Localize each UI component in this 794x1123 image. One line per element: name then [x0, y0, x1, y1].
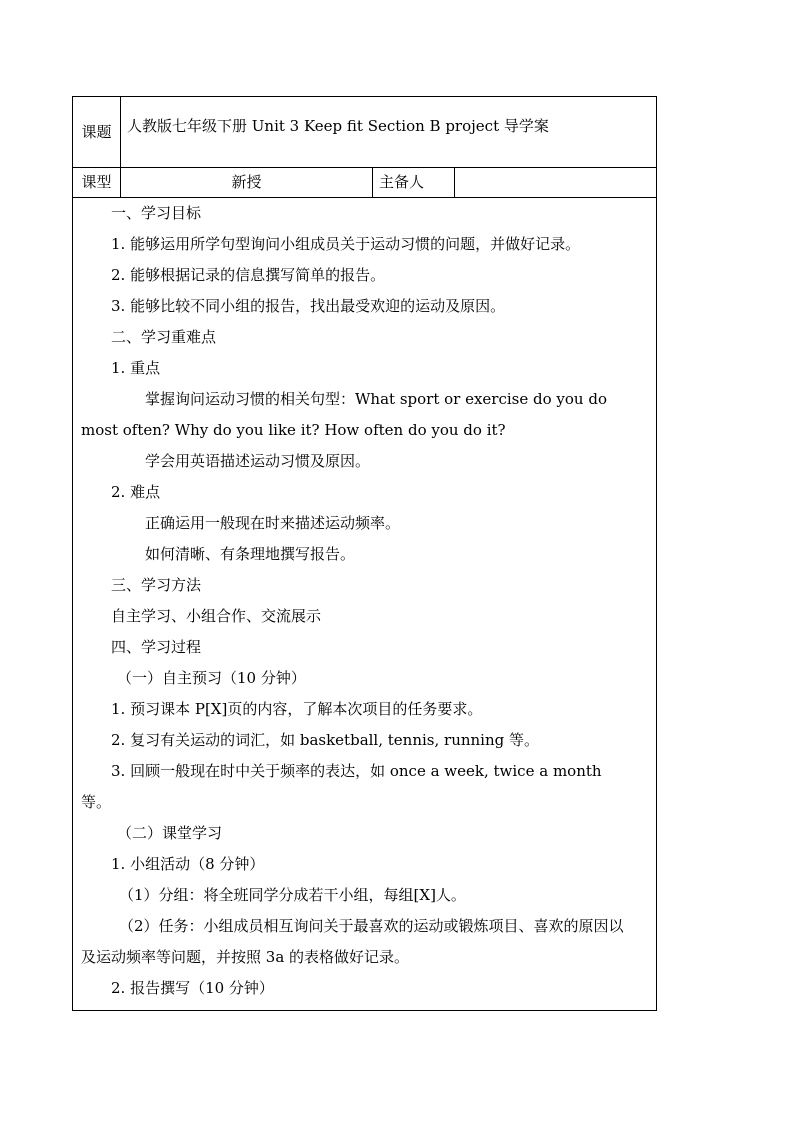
difficulty-text-1: 正确运用一般现在时来描述运动频率。 — [145, 514, 401, 532]
objective-2: 2. 能够根据记录的信息撰写简单的报告。 — [111, 266, 386, 284]
preview-item-2: 2. 复习有关运动的词汇，如 basketball, tennis, running 等。 — [111, 731, 539, 749]
type-row — [73, 168, 657, 198]
heading-key-points: 二、学习重难点 — [111, 328, 217, 346]
type-value: 新授 — [121, 168, 373, 198]
focus-text-1b: most often? Why do you like it? How often do you do it? — [81, 421, 506, 439]
preparer-label: 主备人 — [373, 168, 455, 198]
subheading-focus: 1. 重点 — [111, 359, 161, 377]
objective-1: 1. 能够运用所学句型询问小组成员关于运动习惯的问题，并做好记录。 — [111, 235, 581, 253]
content-row — [73, 198, 657, 1011]
focus-text-2: 学会用英语描述运动习惯及原因。 — [145, 452, 371, 470]
lesson-title: 人教版七年级下册 Unit 3 Keep fit Section B project 导学案 — [121, 97, 657, 168]
preview-item-3a: 3. 回顾一般现在时中关于频率的表达，如 once a week, twice a month — [111, 762, 602, 780]
preview-item-1: 1. 预习课本 P[X]页的内容，了解本次项目的任务要求。 — [111, 700, 483, 718]
focus-text-1a: 掌握询问运动习惯的相关句型：What sport or exercise do you do — [145, 390, 607, 408]
preview-item-3b: 等。 — [81, 793, 112, 811]
type-label: 课型 — [73, 168, 121, 198]
content-cell — [73, 198, 657, 1011]
classroom-step-2a: （2）任务：小组成员相互询问关于最喜欢的运动或锻炼项目、喜欢的原因以 — [119, 917, 624, 935]
classroom-step-2b: 及运动频率等问题，并按照 3a 的表格做好记录。 — [81, 948, 410, 966]
classroom-step-1: （1）分组：将全班同学分成若干小组，每组[X]人。 — [119, 886, 466, 904]
classroom-item-1: 1. 小组活动（8 分钟） — [111, 855, 265, 873]
preparer-value — [455, 168, 657, 198]
methods-text: 自主学习、小组合作、交流展示 — [111, 607, 322, 625]
lesson-plan-table — [72, 96, 657, 1011]
classroom-item-2: 2. 报告撰写（10 分钟） — [111, 979, 274, 997]
heading-methods: 三、学习方法 — [111, 576, 202, 594]
subheading-preview: （一）自主预习（10 分钟） — [117, 669, 306, 687]
heading-process: 四、学习过程 — [111, 638, 202, 656]
objective-3: 3. 能够比较不同小组的报告，找出最受欢迎的运动及原因。 — [111, 297, 506, 315]
title-label: 课题 — [73, 97, 121, 168]
subheading-difficulty: 2. 难点 — [111, 483, 161, 501]
title-row — [73, 97, 657, 168]
subheading-classroom: （二）课堂学习 — [117, 824, 223, 842]
difficulty-text-2: 如何清晰、有条理地撰写报告。 — [145, 545, 356, 563]
heading-objectives: 一、学习目标 — [111, 204, 202, 222]
